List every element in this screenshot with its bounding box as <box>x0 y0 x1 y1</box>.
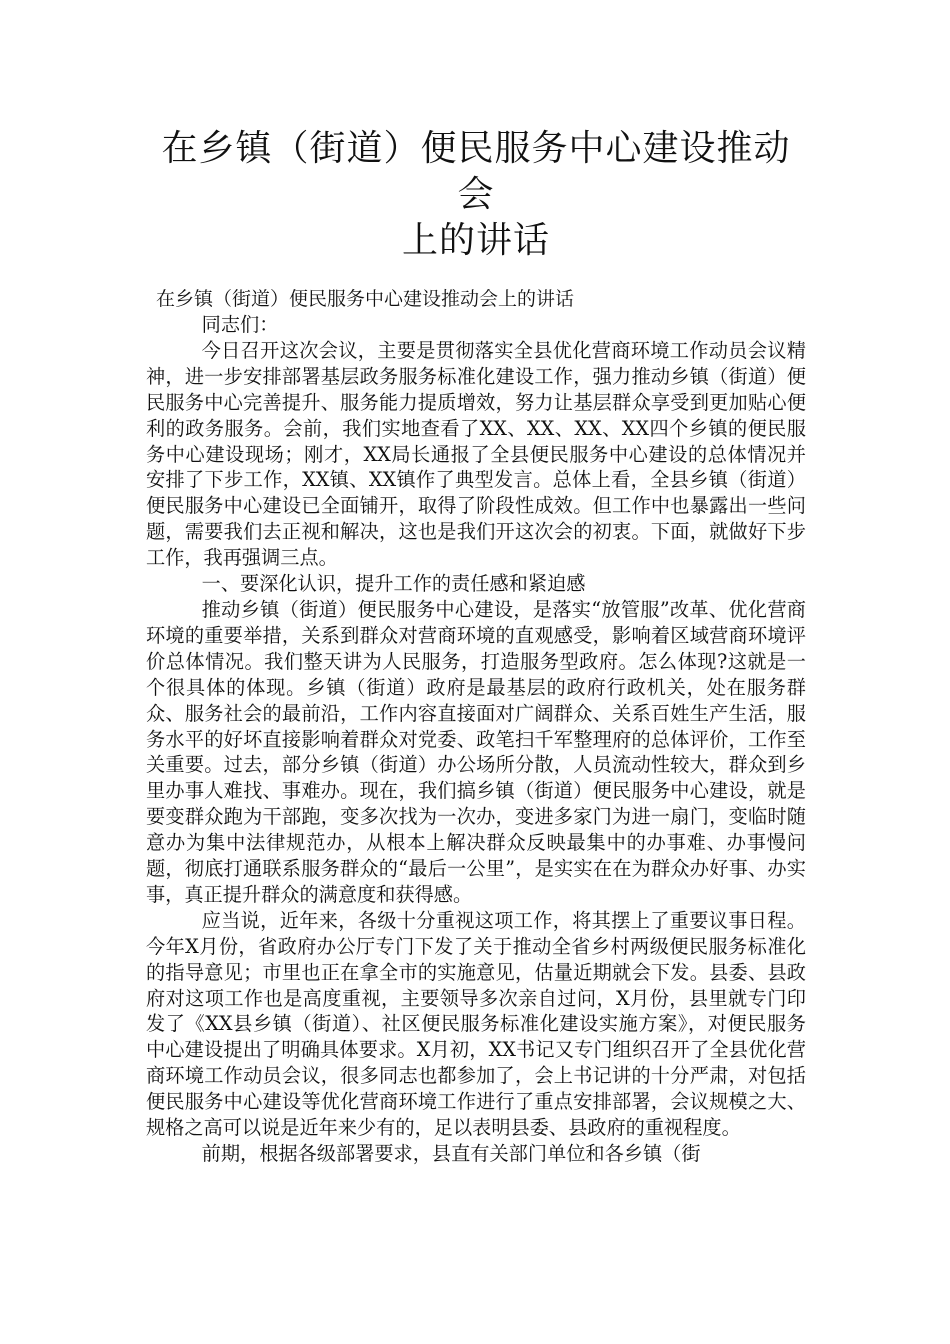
paragraph-intro: 今日召开这次会议，主要是贯彻落实全县优化营商环境工作动员会议精神，进一步安排部署基层政务服务标准化建设工作，强力推动乡镇（街道）便民服务中心完善提升、服务能力提质增效，努力让基层群众享受到更加贴心便利的政务服务。会前，我们实地查看了XX、XX、XX、XX四个乡镇的便民服务中心建设现场；刚才，XX局长通报了全县便民服务中心建设的总体情况并安排了下步工作，XX镇、XX镇作了典型发言。总体上看，全县乡镇（街道）便民服务中心建设已全面铺开，取得了阶段性成效。但工作中也暴露出一些问题，需要我们去正视和解决，这也是我们开这次会的初衷。下面，就做好下步工作，我再强调三点。 <box>146 338 806 570</box>
paragraph-section1-1: 推动乡镇（街道）便民服务中心建设，是落实“放管服”改革、优化营商环境的重要举措，关系到群众对营商环境的直观感受，影响着区域营商环境评价总体情况。我们整天讲为人民服务，打造服务型政府。怎么体现?这就是一个很具体的体现。乡镇（街道）政府是最基层的政府行政机关，处在服务群众、服务社会的最前沿，工作内容直接面对广阔群众、关系百姓生产生活，服务水平的好坏直接影响着群众对党委、政笔扫千军整理府的总体评价，工作至关重要。过去，部分乡镇（街道）办公场所分散，人员流动性较大，群众到乡里办事人难找、事难办。现在，我们搞乡镇（街道）便民服务中心建设，就是要变群众跑为干部跑，变多次找为一次办，变进多家门为进一扇门，变临时随意办为集中法律规范办，从根本上解决群众反映最集中的办事难、办事慢问题，彻底打通联系服务群众的“最后一公里”，是实实在在为群众办好事、办实事，真正提升群众的满意度和获得感。 <box>146 597 806 906</box>
document-page <box>146 126 806 1167</box>
paragraph-section1-2: 应当说，近年来，各级十分重视这项工作，将其摆上了重要议事日程。今年X月份，省政府办公厅专门下发了关于推动全省乡村两级便民服务标准化的指导意见；市里也正在拿全市的实施意见，估量近期就会下发。县委、县政府对这项工作也是高度重视，主要领导多次亲自过问，X月份，县里就专门印发了《XX县乡镇（街道）、社区便民服务标准化建设实施方案》，对便民服务中心建设提出了明确具体要求。X月初，XX书记又专门组织召开了全县优化营商环境工作动员会议，很多同志也都参加了，会上书记讲的十分严肃，对包括便民服务中心建设等优化营商环境工作进行了重点安排部署，会议规模之大、规格之高可以说是近年来少有的，足以表明县委、县政府的重视程度。 <box>146 908 806 1140</box>
salutation: 同志们： <box>201 313 279 336</box>
document-subtitle: 在乡镇（街道）便民服务中心建设推动会上的讲话 <box>156 288 575 310</box>
paragraph-section1-3: 前期，根据各级部署要求，县直有关部门单位和各乡镇（街 <box>201 1142 701 1165</box>
title-line-1: 在乡镇（街道）便民服务中心建设推动会 <box>161 128 791 215</box>
title-line-2: 上的讲话 <box>401 220 550 261</box>
section-heading-1: 一、要深化认识，提升工作的责任感和紧迫感 <box>201 572 586 596</box>
document-title <box>146 126 806 264</box>
